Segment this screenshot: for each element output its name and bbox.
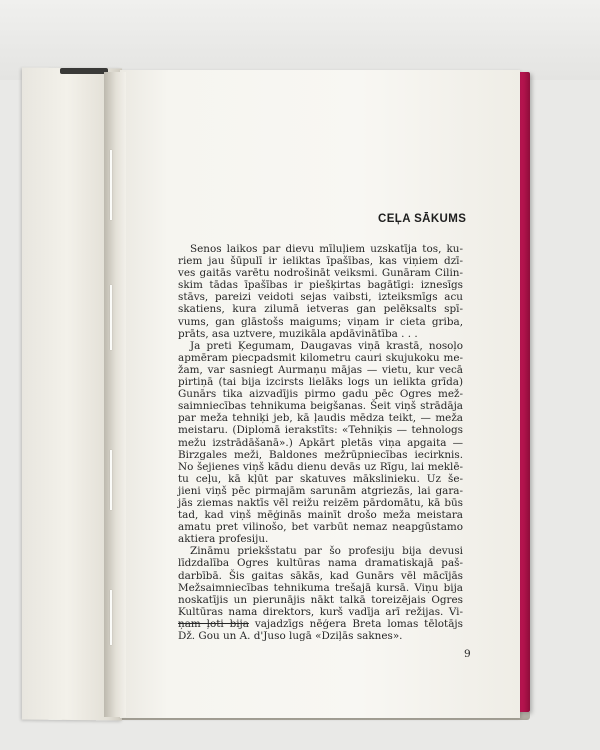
text-line: saimniecības tehnikuma beigšanas. Šeit viņš strādāja (178, 400, 463, 413)
text-line: Kultūras nama direktors, kurš vadīja arī režijas. Vi- (178, 605, 463, 618)
text-line: meistaru. (Diplomā ierakstīts: «Tehniķis — tehnologs (178, 424, 463, 437)
text-line: apmēram piecpadsmit kilometru cauri skujukoku me- (178, 351, 463, 364)
text-line: Dž. Gou un A. d'Juso lugā «Dziļās saknes». (178, 630, 403, 642)
text-line: skatiens, kura zilumā ietveras gan pelēksalts spī- (178, 303, 463, 316)
binding-thread (110, 450, 112, 510)
binding-thread (110, 285, 112, 350)
text-line: jieni viņš pēc pirmajām sarunām atgriezās, lai gara- (178, 484, 463, 497)
text-line: par meža tehniķi jeb, kā ļaudis mēdza teikt, — meža (178, 412, 463, 425)
text-line: skim tādas īpašības ir piešķirtas bagātīgi: iznesīgs (178, 279, 463, 292)
text-line: žam, var sasniegt Aurmaņu mājas — vietu, kur vecā (178, 363, 463, 376)
binding-thread (110, 590, 112, 645)
book-gutter (104, 72, 126, 717)
text-line: tad, kad viņš mēģinās mainīt drošo meža meistara (178, 509, 463, 522)
text-line: mežu izstrādāšanā».) Apkārt pletās viņa apgaita — (178, 436, 463, 449)
text-line: stāvs, pareizi veidoti sejas vaibsti, izteiksmīgs acu (178, 291, 463, 304)
text-line: No šejienes viņš kādu dienu devās uz Rīgu, lai meklē- (178, 460, 463, 473)
text-line: prāts, asa uztvere, muzikāla apdāvinātība . . . (178, 327, 418, 340)
text-line: Zināmu priekšstatu par šo profesiju bija devusi (190, 545, 463, 558)
text-line: noskatījis un pierunājis nākt talkā toreizējais Ogres (178, 593, 463, 606)
text-line: tu ceļu, kā kļūt par skatuves mākslinieku. Uz še- (178, 472, 463, 485)
text-line: Ja preti Ķegumam, Daugavas viņā krastā, nosoļo (190, 339, 463, 352)
text-line: amatu pret vilinošo, bet varbūt nemaz neapgūstamo (178, 521, 463, 534)
page-number: 9 (464, 648, 471, 660)
body-text (178, 243, 463, 642)
text-line: Gunārs tika aizvadījis pirmo gadu pēc Ogres mež- (178, 388, 463, 401)
text-line: Birzgales meži, Baldones mežrūpniecības iecirknis. (178, 448, 463, 461)
text-line: ņam ļoti bija vajadzīgs nēģera Breta lomas tēlotājs (178, 617, 463, 630)
text-line: Mežsaimniecības tehnikuma trešajā kursā. Viņu bija (178, 581, 463, 594)
text-line: jās ziemas naktīs vēl reižu reizēm pārdomātu, kā būs (178, 496, 463, 509)
binding-thread (110, 150, 112, 220)
text-line: Senos laikos par dievu mīluļiem uzskatīja tos, ku- (190, 243, 463, 255)
text-line: darbībā. Šis gaitas sākās, kad Gunārs vēl mācījās (178, 569, 463, 582)
text-line: līdzdalība Ogres kultūras nama dramatiskajā paš- (178, 557, 463, 570)
text-line: pirtiņā (tai bija izcirsts lielāks logs un ielikta grīda) (178, 376, 463, 389)
text-line: ves gaitās varētu nodrošināt veiksmi. Gunāram Cilin- (178, 267, 463, 280)
spine-top-shadow (60, 68, 108, 74)
text-line: vums, gan glāstošs maigums; viņam ir cieta griba, (178, 315, 463, 328)
text-line: riem jau šūpulī ir ieliktas īpašības, kas viņiem dzī- (178, 255, 463, 268)
chapter-heading: CEĻA SĀKUMS (378, 213, 467, 225)
text-line: aktiera profesiju. (178, 533, 269, 546)
